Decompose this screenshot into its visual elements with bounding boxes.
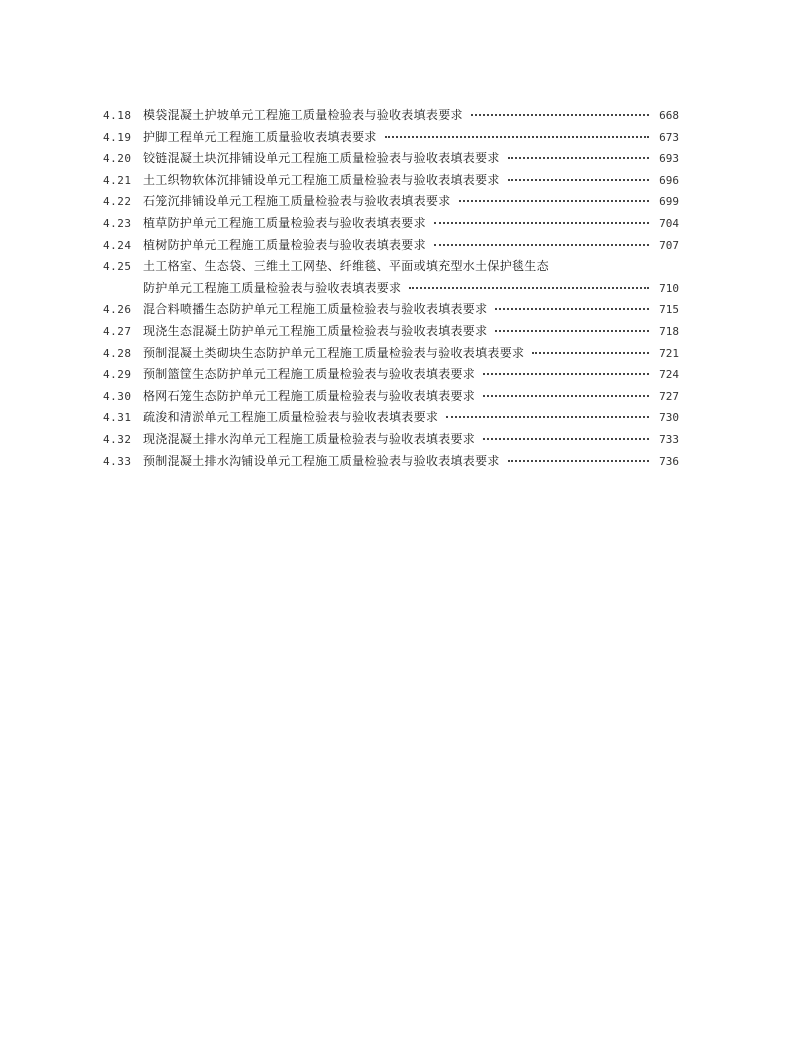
toc-entry[interactable]: [103, 148, 679, 170]
section-number: 4.22: [103, 195, 132, 209]
toc-entry[interactable]: [103, 235, 679, 257]
page-number: 696: [659, 173, 679, 187]
dot-leader: [434, 222, 649, 224]
page-number: 727: [659, 389, 679, 403]
toc-entry[interactable]: [103, 364, 679, 386]
page-number: 730: [659, 411, 679, 425]
page-number: 673: [659, 130, 679, 144]
section-number: 4.31: [103, 411, 132, 425]
page-number: 718: [659, 324, 679, 338]
table-of-contents: [103, 105, 679, 472]
section-title: 模袋混凝土护坡单元工程施工质量检验表与验收表填表要求: [143, 108, 463, 122]
page-number: 736: [659, 454, 679, 468]
section-title: 疏浚和清淤单元工程施工质量检验表与验收表填表要求: [143, 410, 439, 425]
section-title: 植树防护单元工程施工质量检验表与验收表填表要求: [143, 237, 426, 252]
page-number: 707: [659, 238, 679, 252]
page-number: 721: [659, 346, 679, 360]
page-number: 715: [659, 303, 679, 317]
toc-entry[interactable]: [103, 170, 679, 192]
dot-leader: [471, 114, 649, 116]
section-title: 预制篮筐生态防护单元工程施工质量检验表与验收表填表要求: [143, 367, 476, 382]
dot-leader: [483, 395, 649, 397]
toc-entry[interactable]: [103, 451, 679, 473]
page-number: 668: [659, 109, 679, 122]
section-title: 预制混凝土排水沟铺设单元工程施工质量检验表与验收表填表要求: [143, 453, 500, 468]
dot-leader: [508, 179, 649, 181]
section-number: 4.19: [103, 130, 132, 144]
dot-leader: [508, 460, 649, 462]
dot-leader: [446, 416, 649, 418]
section-title: 混合料喷播生态防护单元工程施工质量检验表与验收表填表要求: [143, 302, 488, 317]
toc-entry[interactable]: [103, 127, 679, 149]
section-number: 4.23: [103, 216, 132, 230]
dot-leader: [409, 287, 649, 289]
dot-leader: [483, 438, 649, 440]
section-title: 土工格室、生态袋、三维土工网垫、纤维毯、平面或填充型水土保护毯生态: [143, 259, 549, 274]
section-title: 预制混凝土类砌块生态防护单元工程施工质量检验表与验收表填表要求: [143, 345, 525, 360]
section-title-continued: 防护单元工程施工质量检验表与验收表填表要求: [143, 280, 402, 295]
section-title: 植草防护单元工程施工质量检验表与验收表填表要求: [143, 215, 426, 230]
section-number: 4.24: [103, 238, 132, 252]
section-number: 4.28: [103, 346, 132, 360]
page-number: 693: [659, 152, 679, 166]
section-number: 4.18: [103, 109, 132, 122]
dot-leader: [434, 244, 649, 246]
section-number: 4.20: [103, 152, 132, 166]
section-title: 格网石笼生态防护单元工程施工质量检验表与验收表填表要求: [143, 388, 476, 403]
page-number: 704: [659, 216, 679, 230]
page-number: 724: [659, 368, 679, 382]
toc-entry[interactable]: [103, 321, 679, 343]
section-number: 4.21: [103, 173, 132, 187]
section-number: 4.29: [103, 368, 132, 382]
toc-entry[interactable]: [103, 105, 679, 127]
dot-leader: [532, 352, 649, 354]
toc-entry[interactable]: [103, 386, 679, 408]
page-number: 710: [659, 281, 679, 295]
section-number: 4.33: [103, 454, 132, 468]
toc-entry[interactable]: [103, 256, 679, 299]
dot-leader: [385, 136, 649, 138]
section-title: 护脚工程单元工程施工质量验收表填表要求: [143, 129, 377, 144]
section-title: 现浇生态混凝土防护单元工程施工质量检验表与验收表填表要求: [143, 323, 488, 338]
toc-entry[interactable]: [103, 213, 679, 235]
page-number: 699: [659, 195, 679, 209]
toc-entry[interactable]: [103, 429, 679, 451]
section-title: 石笼沉排铺设单元工程施工质量检验表与验收表填表要求: [143, 194, 451, 209]
section-number: 4.32: [103, 432, 132, 446]
section-title: 铰链混凝土块沉排铺设单元工程施工质量检验表与验收表填表要求: [143, 151, 500, 166]
toc-entry[interactable]: [103, 299, 679, 321]
toc-entry[interactable]: [103, 191, 679, 213]
toc-entry[interactable]: [103, 407, 679, 429]
dot-leader: [459, 200, 649, 202]
section-number: 4.25: [103, 260, 132, 274]
dot-leader: [483, 373, 649, 375]
dot-leader: [495, 308, 649, 310]
section-number: 4.30: [103, 389, 132, 403]
section-title: 现浇混凝土排水沟单元工程施工质量检验表与验收表填表要求: [143, 431, 476, 446]
section-number: 4.27: [103, 324, 132, 338]
section-title: 土工织物软体沉排铺设单元工程施工质量检验表与验收表填表要求: [143, 172, 500, 187]
section-number: 4.26: [103, 303, 132, 317]
dot-leader: [495, 330, 649, 332]
dot-leader: [508, 157, 649, 159]
page-number: 733: [659, 432, 679, 446]
toc-entry[interactable]: [103, 343, 679, 365]
